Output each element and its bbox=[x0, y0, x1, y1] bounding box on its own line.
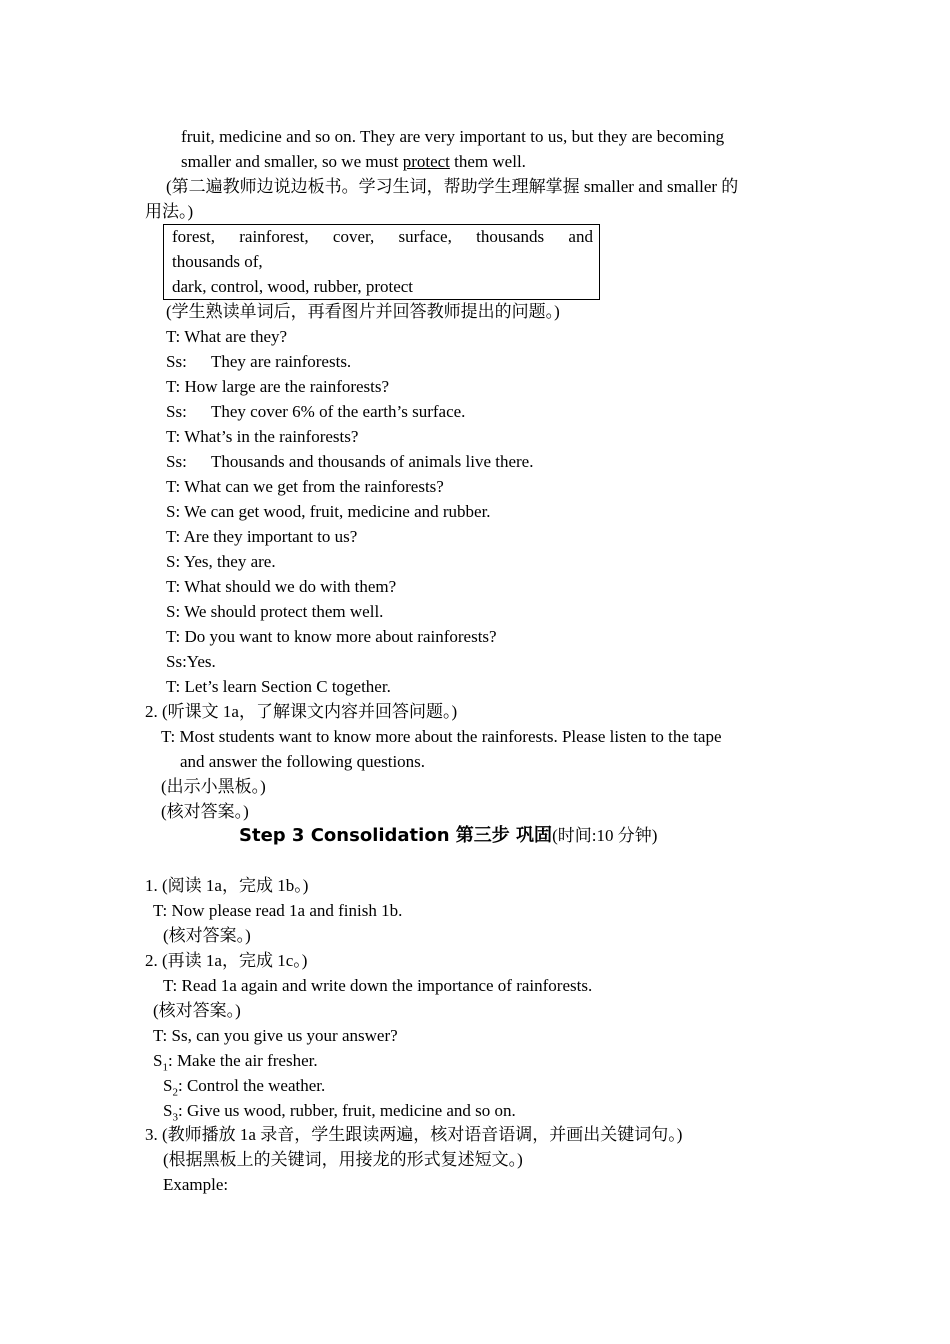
student-1-answer bbox=[153, 1050, 318, 1072]
intro-line-1-text: fruit, medicine and so on. They are very important to us, but they are becoming bbox=[181, 127, 725, 146]
vocab-row-1 bbox=[172, 226, 593, 248]
dialog-text: We should protect them well. bbox=[184, 602, 384, 621]
consol-item-3-example: Example: bbox=[163, 1175, 229, 1194]
dialog-line bbox=[166, 576, 396, 598]
consol-item-2-teacher-2: T: Ss, can you give us your answer? bbox=[153, 1026, 398, 1045]
consol-item-1-teacher: T: Now please read 1a and finish 1b. bbox=[153, 901, 403, 920]
item-2-heading: 2. (听课文 1a，了解课文内容并回答问题。) bbox=[145, 702, 458, 721]
item-2-note-1: (出示小黑板。) bbox=[161, 777, 266, 796]
dialog-text: They cover 6% of the earth’s surface. bbox=[211, 402, 466, 421]
step-3-heading bbox=[239, 825, 657, 847]
speaker: Ss: bbox=[166, 352, 187, 371]
dialog-text: They are rainforests. bbox=[211, 352, 352, 371]
item-2-teacher-line-1-text: T: Most students want to know more about the rainforests. Please listen to the tape bbox=[161, 727, 722, 746]
dialog-line bbox=[166, 551, 276, 573]
answer-text: : Give us wood, rubber, fruit, medicine and so on. bbox=[177, 1101, 516, 1120]
dialog-text: Are they important to us? bbox=[183, 527, 358, 546]
speaker: T: bbox=[166, 477, 181, 496]
vocabulary-box bbox=[163, 224, 600, 300]
dialog-line bbox=[166, 626, 497, 648]
speaker: T: bbox=[166, 677, 181, 696]
student-3-answer bbox=[163, 1100, 516, 1122]
vocab-word: cover, bbox=[332, 227, 375, 246]
dialog-text: Yes, they are. bbox=[183, 552, 276, 571]
dialog-text: We can get wood, fruit, medicine and rubber. bbox=[184, 502, 491, 521]
step-3-title: Step 3 Consolidation 第三步 巩固 bbox=[239, 825, 553, 846]
speaker-subscript: 3 bbox=[172, 1111, 178, 1124]
dialog-line bbox=[166, 526, 357, 548]
dialog-text: What’s in the rainforests? bbox=[184, 427, 359, 446]
teacher-note-1-text: (第二遍教师边说边板书。学习生词，帮助学生理解掌握 smaller and smaller 的 bbox=[166, 177, 739, 196]
speaker: Ss: bbox=[166, 452, 187, 471]
speaker: S bbox=[163, 1101, 173, 1120]
speaker: S: bbox=[166, 502, 181, 521]
dialog-line bbox=[166, 326, 287, 348]
dialog-line bbox=[166, 651, 216, 673]
vocab-row-3: dark, control, wood, rubber, protect bbox=[172, 277, 414, 296]
teacher-note-1 bbox=[166, 176, 806, 198]
speaker: S bbox=[163, 1076, 173, 1095]
dialog-text: What should we do with them? bbox=[184, 577, 397, 596]
dialog-line bbox=[166, 501, 491, 523]
vocab-word: and bbox=[568, 227, 593, 246]
item-2-teacher-line-2: and answer the following questions. bbox=[180, 752, 426, 771]
speaker: T: bbox=[166, 327, 181, 346]
speaker: T: bbox=[166, 427, 181, 446]
speaker: T: bbox=[166, 527, 181, 546]
speaker: S bbox=[153, 1051, 163, 1070]
item-2-teacher-line-1 bbox=[161, 726, 805, 748]
speaker-subscript: 2 bbox=[172, 1086, 178, 1099]
speaker: T: bbox=[166, 377, 181, 396]
teacher-note-1-cont bbox=[145, 201, 193, 223]
dialog-text: What can we get from the rainforests? bbox=[184, 477, 444, 496]
vocab-word: surface, bbox=[398, 227, 452, 246]
speaker: S: bbox=[166, 552, 181, 571]
dialog-text: Let’s learn Section C together. bbox=[184, 677, 391, 696]
consol-item-2-note: (核对答案。) bbox=[153, 1001, 241, 1020]
teacher-note-2: (学生熟读单词后，再看图片并回答教师提出的问题。) bbox=[166, 302, 560, 321]
teacher-note-1-cont-text: 用法。) bbox=[145, 202, 194, 221]
speaker: T: bbox=[166, 577, 181, 596]
dialog-line bbox=[166, 426, 358, 448]
speaker: T: bbox=[166, 627, 181, 646]
intro-line-2 bbox=[181, 151, 526, 173]
vocab-word: thousands bbox=[476, 227, 545, 246]
vocab-row-2: thousands of, bbox=[172, 252, 263, 271]
dialog-text: Yes. bbox=[186, 652, 216, 671]
step-3-time: (时间:10 分钟) bbox=[552, 826, 658, 845]
dialog-text: What are they? bbox=[184, 327, 288, 346]
dialog-text: Thousands and thousands of animals live there. bbox=[211, 452, 534, 471]
intro-line-2-a: smaller and smaller, so we must bbox=[181, 152, 399, 171]
consol-item-1-heading: 1. (阅读 1a，完成 1b。) bbox=[145, 876, 309, 895]
item-2-note-2: (核对答案。) bbox=[161, 802, 249, 821]
consol-item-3-heading: 3. (教师播放 1a 录音，学生跟读两遍，核对语音语调，并画出关键词句。) bbox=[145, 1125, 683, 1144]
consol-item-2-heading: 2. (再读 1a，完成 1c。) bbox=[145, 951, 308, 970]
student-2-answer bbox=[163, 1075, 325, 1097]
dialog-line bbox=[166, 451, 533, 473]
speaker: S: bbox=[166, 602, 181, 621]
dialog-line bbox=[166, 676, 391, 698]
dialog-text: Do you want to know more about rainforests? bbox=[184, 627, 497, 646]
dialog-line bbox=[166, 376, 389, 398]
consol-item-2-teacher: T: Read 1a again and write down the importance of rainforests. bbox=[163, 976, 593, 995]
vocab-word: rainforest, bbox=[239, 227, 309, 246]
underlined-word-protect: protect bbox=[402, 152, 450, 171]
intro-line-2-b: them well. bbox=[454, 152, 526, 171]
dialog-line bbox=[166, 601, 383, 623]
dialog-line bbox=[166, 476, 444, 498]
answer-text: : Control the weather. bbox=[177, 1076, 326, 1095]
vocab-word: forest, bbox=[172, 227, 215, 246]
consol-item-3-note: (根据黑板上的关键词，用接龙的形式复述短文。) bbox=[163, 1150, 523, 1169]
speaker: Ss: bbox=[166, 652, 187, 671]
dialog-line bbox=[166, 401, 465, 423]
dialog-text: How large are the rainforests? bbox=[184, 377, 390, 396]
dialog-line bbox=[166, 351, 351, 373]
consol-item-1-note: (核对答案。) bbox=[163, 926, 251, 945]
intro-line-1 bbox=[181, 126, 805, 148]
speaker: Ss: bbox=[166, 402, 187, 421]
speaker-subscript: 1 bbox=[162, 1061, 168, 1074]
answer-text: : Make the air fresher. bbox=[167, 1051, 318, 1070]
